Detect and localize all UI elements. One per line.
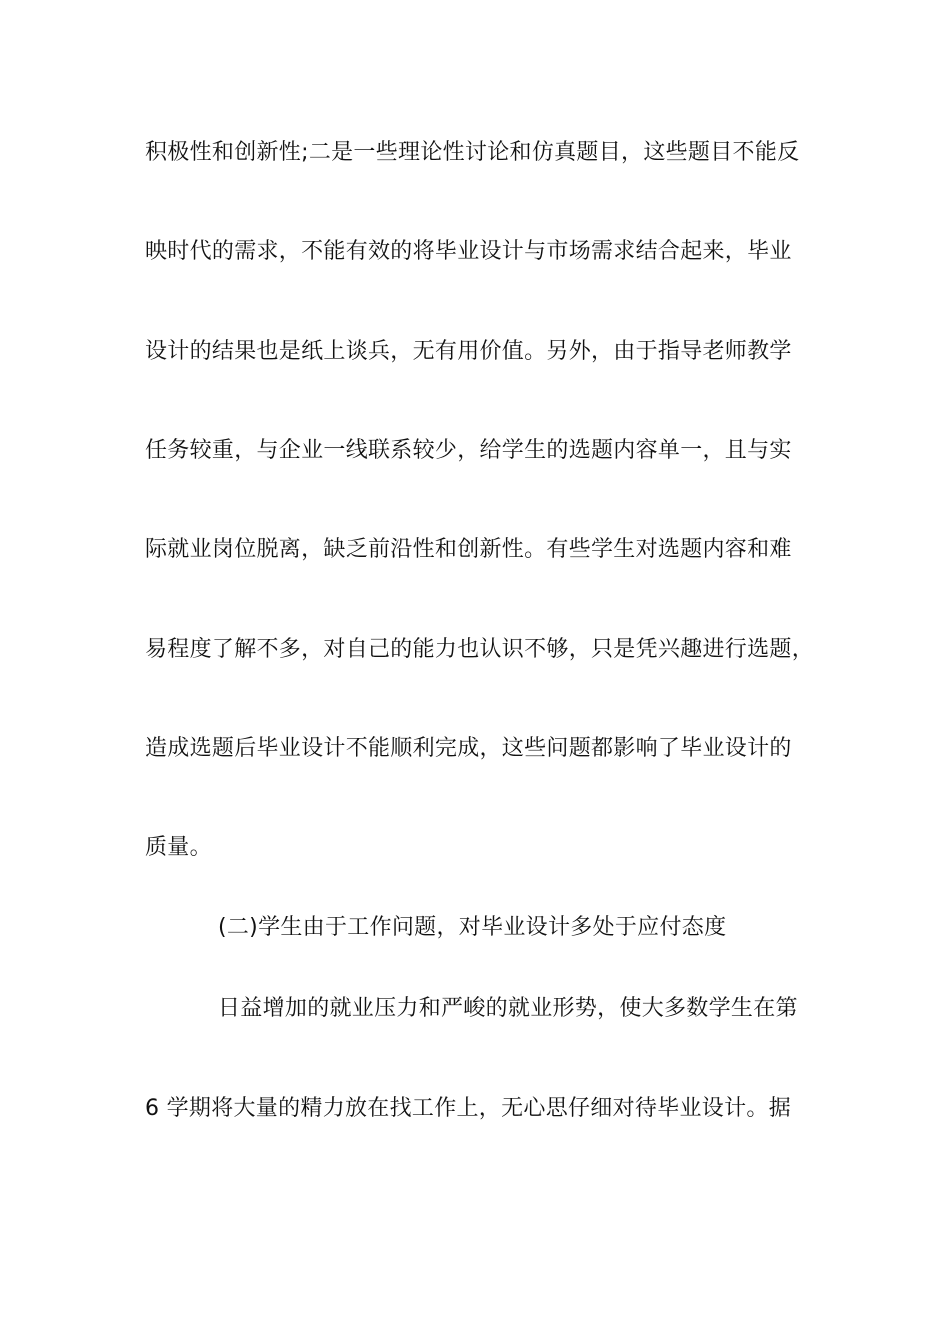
paragraph2-line-2: 6 学期将大量的精力放在找工作上，无心思仔细对待毕业设计。据 [145, 1096, 791, 1121]
section-heading: (二)学生由于工作问题，对毕业设计多处于应付态度 [218, 915, 727, 940]
paragraph-line-2: 映时代的需求，不能有效的将毕业设计与市场需求结合起来，毕业 [145, 239, 792, 264]
paragraph2-line-1: 日益增加的就业压力和严峻的就业形势，使大多数学生在第 [218, 996, 798, 1021]
paragraph-line-3: 设计的结果也是纸上谈兵，无有用价值。另外，由于指导老师教学 [145, 339, 792, 364]
paragraph-line-6: 易程度了解不多，对自己的能力也认识不够，只是凭兴趣进行选题， [145, 637, 815, 662]
paragraph-line-4: 任务较重，与企业一线联系较少，给学生的选题内容单一，且与实 [145, 438, 792, 463]
paragraph-line-5: 际就业岗位脱离，缺乏前沿性和创新性。有些学生对选题内容和难 [145, 537, 792, 562]
paragraph-line-7: 造成选题后毕业设计不能顺利完成，这些问题都影响了毕业设计的 [145, 736, 792, 761]
paragraph-line-8: 质量。 [145, 835, 212, 860]
paragraph-line-1: 积极性和创新性;二是一些理论性讨论和仿真题目，这些题目不能反 [145, 140, 800, 165]
